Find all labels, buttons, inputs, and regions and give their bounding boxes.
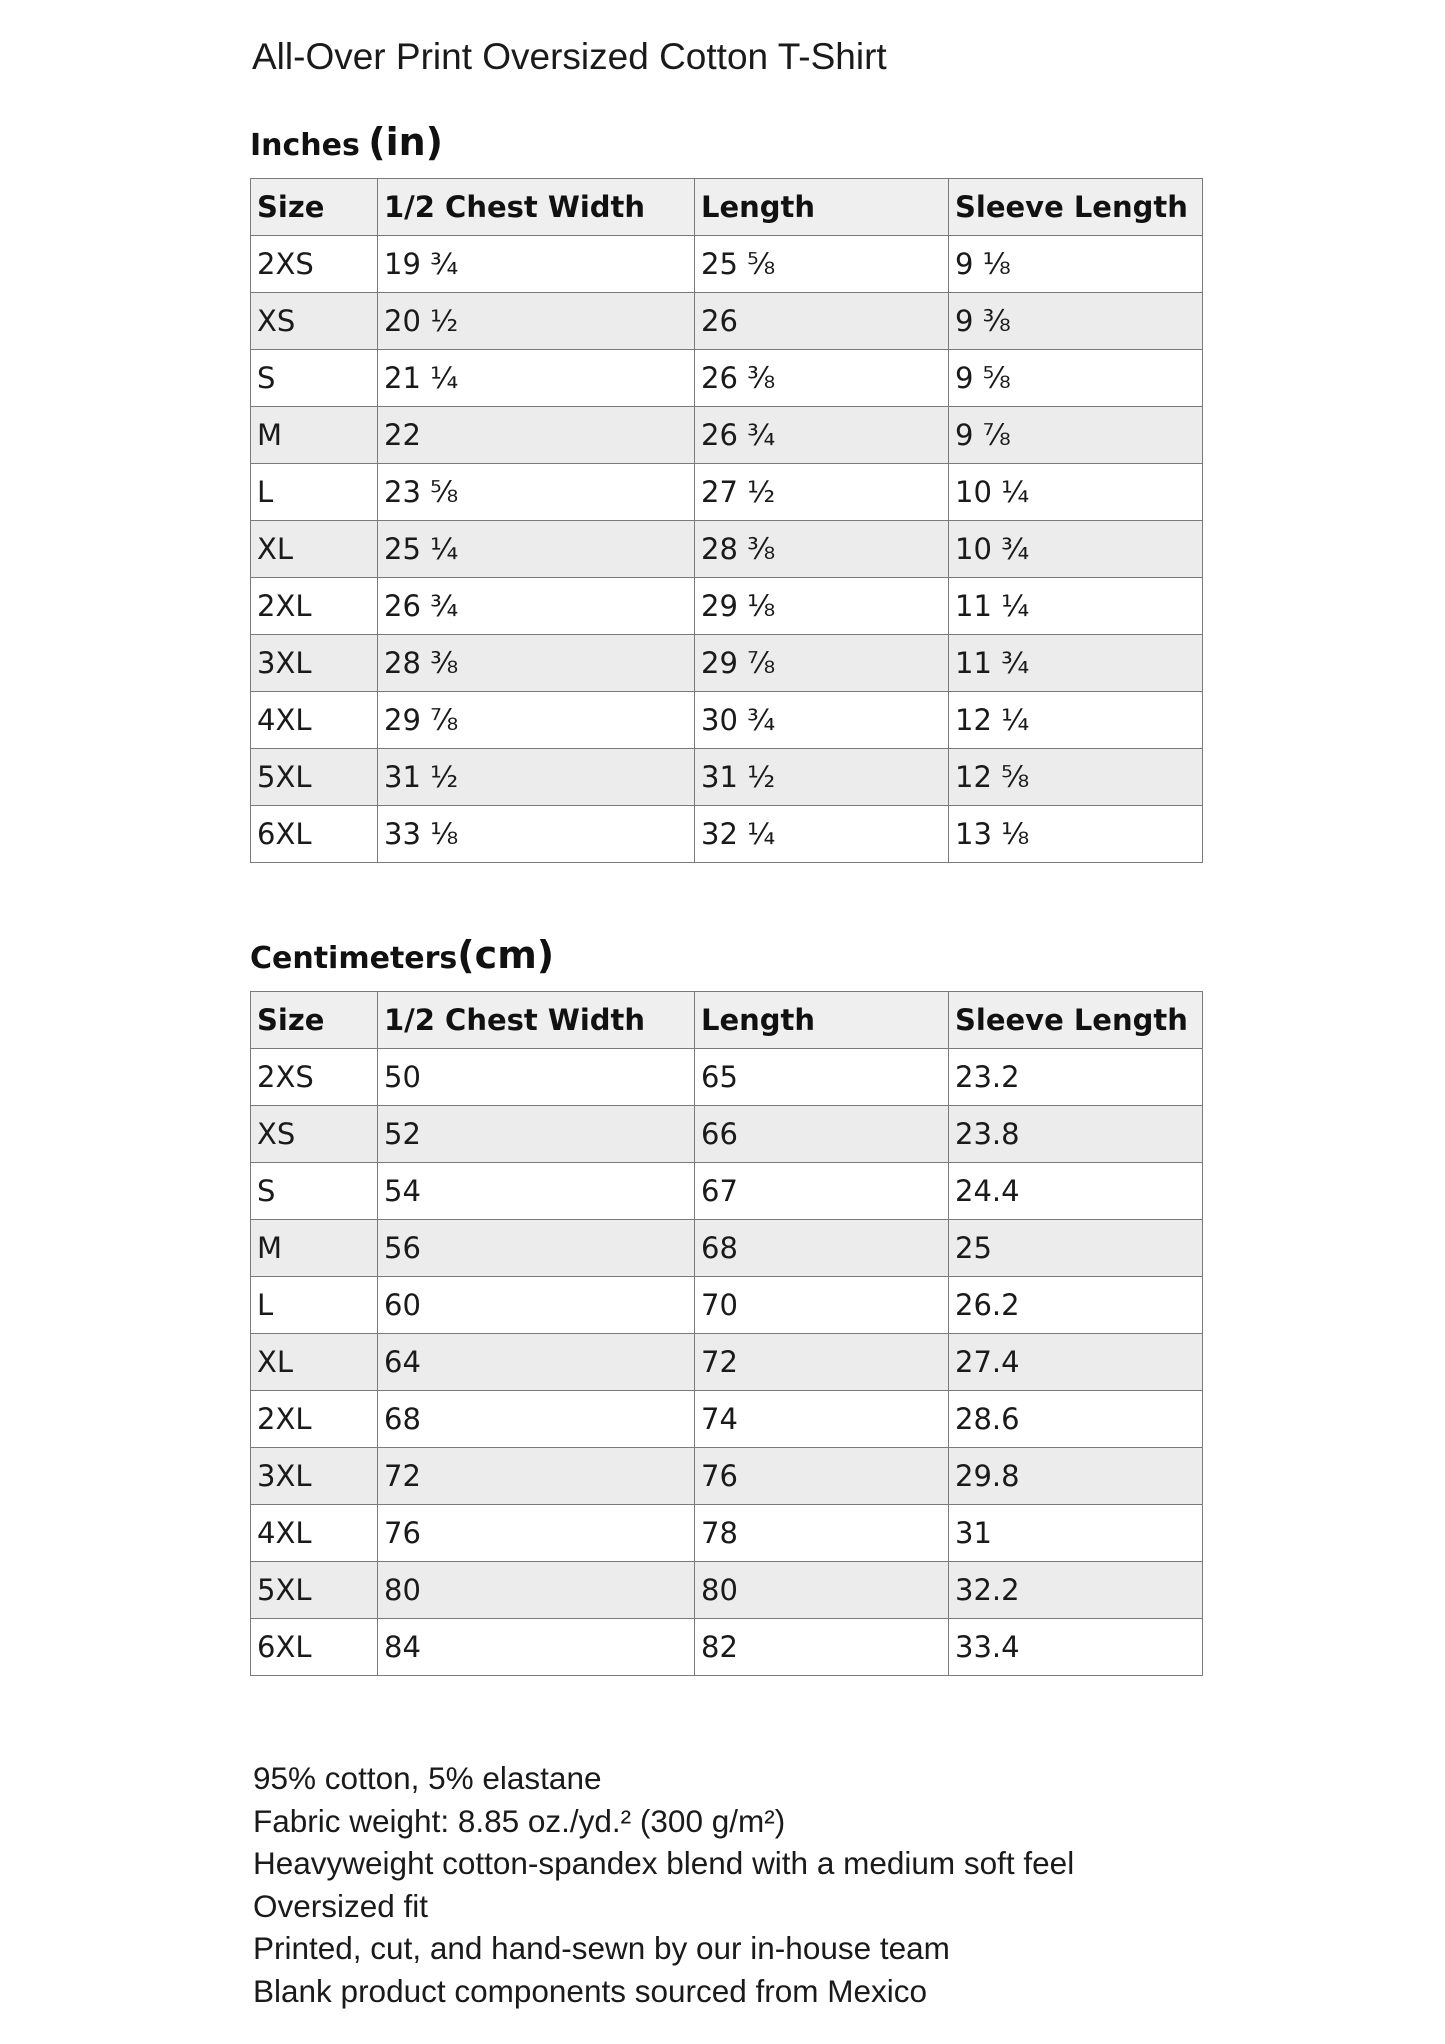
centimeters-table-row xyxy=(251,1220,1203,1277)
inches-chest-width-cell: 26 ¾ xyxy=(378,578,695,635)
inches-size-cell: XS xyxy=(251,293,378,350)
description-line: Printed, cut, and hand-sewn by our in-house team xyxy=(253,1930,950,1966)
centimeters-chest-width-cell: 50 xyxy=(378,1049,695,1106)
inches-size-table xyxy=(250,178,1203,863)
inches-heading xyxy=(250,120,443,164)
centimeters-size-cell: S xyxy=(251,1163,378,1220)
inches-col-size: Size xyxy=(251,179,378,236)
inches-table-row xyxy=(251,578,1203,635)
inches-table-row xyxy=(251,350,1203,407)
centimeters-size-cell: 3XL xyxy=(251,1448,378,1505)
centimeters-table-row xyxy=(251,1505,1203,1562)
inches-table-row xyxy=(251,407,1203,464)
inches-size-cell: S xyxy=(251,350,378,407)
centimeters-length-cell: 78 xyxy=(695,1505,949,1562)
centimeters-sleeve-length-cell: 24.4 xyxy=(949,1163,1203,1220)
inches-sleeve-length-cell: 9 ⅝ xyxy=(949,350,1203,407)
inches-table-row xyxy=(251,521,1203,578)
inches-heading-unit: (in) xyxy=(368,120,444,164)
centimeters-size-cell: XL xyxy=(251,1334,378,1391)
centimeters-sleeve-length-cell: 23.2 xyxy=(949,1049,1203,1106)
product-description xyxy=(253,1757,1074,2012)
centimeters-col-sleeve-length: Sleeve Length xyxy=(949,992,1203,1049)
centimeters-length-cell: 68 xyxy=(695,1220,949,1277)
inches-chest-width-cell: 19 ¾ xyxy=(378,236,695,293)
inches-size-cell: 4XL xyxy=(251,692,378,749)
centimeters-chest-width-cell: 60 xyxy=(378,1277,695,1334)
inches-table-row xyxy=(251,749,1203,806)
inches-size-cell: 3XL xyxy=(251,635,378,692)
inches-length-cell: 32 ¼ xyxy=(695,806,949,863)
centimeters-heading xyxy=(250,933,554,977)
centimeters-size-cell: XS xyxy=(251,1106,378,1163)
inches-sleeve-length-cell: 9 ⅞ xyxy=(949,407,1203,464)
description-line: Fabric weight: 8.85 oz./yd.² (300 g/m²) xyxy=(253,1802,786,1839)
centimeters-size-cell: 5XL xyxy=(251,1562,378,1619)
centimeters-size-cell: 2XL xyxy=(251,1391,378,1448)
inches-table-row xyxy=(251,236,1203,293)
centimeters-chest-width-cell: 84 xyxy=(378,1619,695,1676)
centimeters-heading-label: Centimeters xyxy=(250,941,458,976)
inches-size-cell: 2XL xyxy=(251,578,378,635)
centimeters-table-body xyxy=(251,1049,1203,1676)
inches-heading-label: Inches xyxy=(250,128,360,163)
centimeters-sleeve-length-cell: 27.4 xyxy=(949,1334,1203,1391)
centimeters-length-cell: 72 xyxy=(695,1334,949,1391)
centimeters-chest-width-cell: 52 xyxy=(378,1106,695,1163)
inches-sleeve-length-cell: 9 ⅛ xyxy=(949,236,1203,293)
centimeters-table-row xyxy=(251,1277,1203,1334)
inches-size-cell: 6XL xyxy=(251,806,378,863)
centimeters-size-cell: L xyxy=(251,1277,378,1334)
inches-table-row xyxy=(251,635,1203,692)
inches-size-cell: 2XS xyxy=(251,236,378,293)
centimeters-sleeve-length-cell: 33.4 xyxy=(949,1619,1203,1676)
description-line: Blank product components sourced from Mexico xyxy=(253,1972,928,2009)
inches-col-length: Length xyxy=(695,179,949,236)
inches-chest-width-cell: 25 ¼ xyxy=(378,521,695,578)
inches-length-cell: 26 ¾ xyxy=(695,407,949,464)
centimeters-table-row xyxy=(251,1163,1203,1220)
inches-sleeve-length-cell: 11 ¾ xyxy=(949,635,1203,692)
centimeters-length-cell: 67 xyxy=(695,1163,949,1220)
centimeters-chest-width-cell: 76 xyxy=(378,1505,695,1562)
centimeters-length-cell: 82 xyxy=(695,1619,949,1676)
centimeters-col-length: Length xyxy=(695,992,949,1049)
centimeters-size-table xyxy=(250,991,1203,1676)
inches-table-row xyxy=(251,464,1203,521)
centimeters-sleeve-length-cell: 23.8 xyxy=(949,1106,1203,1163)
inches-table-row xyxy=(251,806,1203,863)
inches-chest-width-cell: 29 ⅞ xyxy=(378,692,695,749)
description-line: 95% cotton, 5% elastane xyxy=(253,1760,602,1796)
inches-header-row xyxy=(251,179,1203,236)
inches-size-cell: M xyxy=(251,407,378,464)
inches-chest-width-cell: 31 ½ xyxy=(378,749,695,806)
centimeters-chest-width-cell: 56 xyxy=(378,1220,695,1277)
inches-length-cell: 26 xyxy=(695,293,949,350)
inches-sleeve-length-cell: 10 ¼ xyxy=(949,464,1203,521)
centimeters-sleeve-length-cell: 32.2 xyxy=(949,1562,1203,1619)
centimeters-table-row xyxy=(251,1448,1203,1505)
centimeters-size-cell: 4XL xyxy=(251,1505,378,1562)
centimeters-length-cell: 70 xyxy=(695,1277,949,1334)
centimeters-header-row xyxy=(251,992,1203,1049)
centimeters-table-row xyxy=(251,1049,1203,1106)
inches-sleeve-length-cell: 11 ¼ xyxy=(949,578,1203,635)
centimeters-col-chest-width: 1/2 Chest Width xyxy=(378,992,695,1049)
centimeters-sleeve-length-cell: 29.8 xyxy=(949,1448,1203,1505)
inches-length-cell: 25 ⅝ xyxy=(695,236,949,293)
inches-size-cell: L xyxy=(251,464,378,521)
centimeters-length-cell: 65 xyxy=(695,1049,949,1106)
inches-sleeve-length-cell: 9 ⅜ xyxy=(949,293,1203,350)
centimeters-size-cell: M xyxy=(251,1220,378,1277)
description-line: Heavyweight cotton-spandex blend with a medium soft feel xyxy=(253,1845,1075,1881)
inches-size-cell: 5XL xyxy=(251,749,378,806)
inches-table-body xyxy=(251,236,1203,863)
centimeters-table-row xyxy=(251,1619,1203,1676)
inches-col-chest-width: 1/2 Chest Width xyxy=(378,179,695,236)
inches-chest-width-cell: 28 ⅜ xyxy=(378,635,695,692)
inches-length-cell: 28 ⅜ xyxy=(695,521,949,578)
centimeters-sleeve-length-cell: 31 xyxy=(949,1505,1203,1562)
inches-chest-width-cell: 21 ¼ xyxy=(378,350,695,407)
description-line: Oversized fit xyxy=(253,1887,429,1924)
inches-length-cell: 26 ⅜ xyxy=(695,350,949,407)
inches-size-cell: XL xyxy=(251,521,378,578)
inches-sleeve-length-cell: 12 ⅝ xyxy=(949,749,1203,806)
centimeters-chest-width-cell: 80 xyxy=(378,1562,695,1619)
centimeters-length-cell: 74 xyxy=(695,1391,949,1448)
inches-chest-width-cell: 23 ⅝ xyxy=(378,464,695,521)
inches-length-cell: 29 ⅞ xyxy=(695,635,949,692)
inches-chest-width-cell: 33 ⅛ xyxy=(378,806,695,863)
inches-length-cell: 31 ½ xyxy=(695,749,949,806)
inches-chest-width-cell: 20 ½ xyxy=(378,293,695,350)
inches-table-row xyxy=(251,293,1203,350)
inches-chest-width-cell: 22 xyxy=(378,407,695,464)
inches-sleeve-length-cell: 12 ¼ xyxy=(949,692,1203,749)
centimeters-col-size: Size xyxy=(251,992,378,1049)
inches-length-cell: 30 ¾ xyxy=(695,692,949,749)
centimeters-length-cell: 80 xyxy=(695,1562,949,1619)
inches-sleeve-length-cell: 13 ⅛ xyxy=(949,806,1203,863)
inches-table-row xyxy=(251,692,1203,749)
centimeters-chest-width-cell: 68 xyxy=(378,1391,695,1448)
centimeters-size-cell: 2XS xyxy=(251,1049,378,1106)
centimeters-table-row xyxy=(251,1562,1203,1619)
centimeters-table-row xyxy=(251,1334,1203,1391)
centimeters-sleeve-length-cell: 25 xyxy=(949,1220,1203,1277)
inches-col-sleeve-length: Sleeve Length xyxy=(949,179,1203,236)
centimeters-size-cell: 6XL xyxy=(251,1619,378,1676)
centimeters-heading-unit: (cm) xyxy=(457,933,555,977)
inches-length-cell: 29 ⅛ xyxy=(695,578,949,635)
centimeters-sleeve-length-cell: 28.6 xyxy=(949,1391,1203,1448)
centimeters-chest-width-cell: 72 xyxy=(378,1448,695,1505)
page-title: All-Over Print Oversized Cotton T-Shirt xyxy=(252,36,887,77)
centimeters-length-cell: 66 xyxy=(695,1106,949,1163)
centimeters-length-cell: 76 xyxy=(695,1448,949,1505)
centimeters-chest-width-cell: 54 xyxy=(378,1163,695,1220)
centimeters-table-row xyxy=(251,1106,1203,1163)
inches-sleeve-length-cell: 10 ¾ xyxy=(949,521,1203,578)
centimeters-table-row xyxy=(251,1391,1203,1448)
inches-length-cell: 27 ½ xyxy=(695,464,949,521)
centimeters-chest-width-cell: 64 xyxy=(378,1334,695,1391)
centimeters-sleeve-length-cell: 26.2 xyxy=(949,1277,1203,1334)
